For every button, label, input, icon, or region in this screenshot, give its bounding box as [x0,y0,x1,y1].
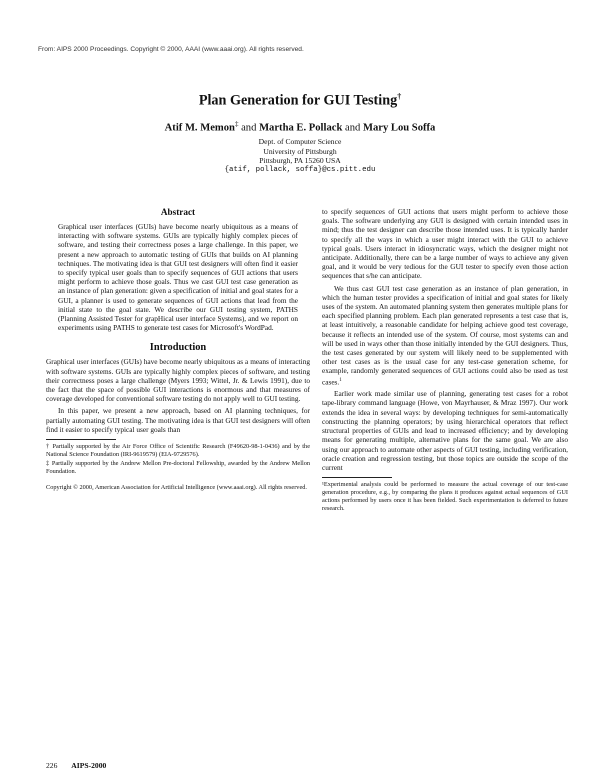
footnote-fellowship: ‡ Partially supported by the Andrew Mellon Pre-doctoral Fellowship, awarded by the Andrew Mellon Foundation. [46,459,310,475]
body-paragraph: Earlier work made similar use of planning, generating test cases for a robot tape-library command language (Howe, von Mayrhauser, & Mraz 1997). Our work extends the idea in several ways: by developing techniques for semi-automatically constructing the planning operators; by using hierarchical operators that reflect structural properties of GUIs and lead to increased efficiency; and by developing means for generating multiple, alternative plans for the same goal. We are also using our approach to automate other aspects of GUI testing, including verification, oracle creation and regression testing, but those topics are outside the scope of the current [322,389,568,472]
conference-name: AIPS-2000 [71,761,107,770]
left-column [46,207,310,492]
affiliation-block [0,137,600,175]
introduction-paragraph: In this paper, we present a new approach, based on AI planning techniques, for partially automating GUI testing. The motivating idea is that GUI test designers will often find it easier to specify typical user goals than [46,406,310,434]
footnote-ref-mark: 1 [339,377,342,383]
affiliation-email: {atif, pollack, soffa}@cs.pitt.edu [224,165,376,174]
abstract-text: Graphical user interfaces (GUIs) have become nearly ubiquitous as a means of interacting with software systems. GUIs are typically highly complex pieces of software, and testing their correctness poses a large challenge. In this paper, we present a new approach to automatic testing of GUIs that builds on AI planning techniques. The motivating idea is that GUI test designers will often find it easier to specify typical user goals than to specify sequences of GUI actions that users might perform to achieve those goals. Thus we cast GUI test case generation as an instance of plan generation: given a specification of initial and goal states for a GUI, a planner is used to generate sequences of GUI actions that lead from the initial state to the goal state. We describe our GUI testing system, PATHS (Planning Assisted Tester for grapHical user interface Systems), and we report on experiments using PATHS to generate test cases for Microsoft's WordPad. [58,222,298,333]
abstract-heading: Abstract [160,207,196,217]
paper-title-text: Plan Generation for GUI Testing [198,92,398,109]
body-paragraph-text: We thus cast GUI test case generation as an instance of plan generation, in which the human tester provides a specification of initial and goal states for likely uses of the system. An automated planning system then generates multiple plans for each specified planning problem. Each plan generated represents a test case that is, at least intuitively, a reasonable candidate for helping achieve good test coverage, because it reflects an intended use of the system. Of course, most systems can and will be used in ways other than those initially intended by the GUI designers. Thus, the test cases generated by our system will likely need to be supplemented with other test cases as is the usual case for any test-case generation scheme, for example, randomly generated sequences of GUI actions could also be used as test cases. [322,283,568,387]
author-separator: and [241,122,257,134]
affiliation-university: University of Pittsburgh [263,146,337,156]
right-column [322,207,568,513]
title-footnote-mark: † [397,92,402,101]
footnote-rule [322,477,392,478]
body-paragraph [322,284,568,387]
abstract-section [46,207,310,332]
author-memon: Atif M. Memon [164,122,235,134]
author-footnote-mark: ‡ [234,120,239,128]
footnote-experimental: ¹Experimental analysis could be performed to measure the actual coverage of our test-case generation procedure, e.g., by comparing the plans it produces against actual sequences of GUI actions performed by users once it has been fielded. Such experimentation is deferred to future research. [322,481,568,512]
author-separator: and [345,122,361,134]
introduction-heading: Introduction [149,342,207,354]
affiliation-dept: Dept. of Computer Science [258,137,342,146]
page-footer [46,761,106,770]
affiliation-city: Pittsburgh, PA 15260 USA [259,156,341,166]
author-pollack: Martha E. Pollack [259,122,343,134]
body-paragraph: to specify sequences of GUI actions that users might perform to achieve those goals. The software underlying any GUI is designed with certain intended uses in mind; thus the test designer can describe those intended uses. It is typically harder to specify all the ways in which a user might interact with the GUI to achieve typical goals. Users interact in idiosyncratic ways, which the designer might not anticipate. Additionally, there can be a large number of ways to achieve any given goal, and it would be very tedious for the GUI tester to specify even those action sequences that s/he can anticipate. [322,207,568,281]
introduction-paragraph: Graphical user interfaces (GUIs) have become nearly ubiquitous as a means of interacting with software systems. GUIs are typically highly complex pieces of software, and testing their correctness poses a large challenge (Myers 1993; Wittel, Jr. & Lewis 1991), due to the fact that the space of possible GUI interactions is enormous and that measures of coverage developed for conventional software testing do not apply well to GUI testing. [46,357,310,404]
copyright-notice: Copyright © 2000, American Association for Artificial Intelligence (www.aaai.org). All rights reserved. [46,483,307,491]
paper-title [0,92,600,110]
author-soffa: Mary Lou Soffa [362,122,436,134]
page-number: 226 [46,761,58,770]
footnote-rule [46,439,116,440]
footnote-funding: † Partially supported by the Air Force Office of Scientific Research (F49620-98-1-0436) and by the National Science Foundation (IRI-9619579) (EIA-9729576). [46,443,310,458]
copyright-header-note: From: AIPS 2000 Proceedings. Copyright © 2000, AAAI (www.aaai.org). All rights reserved. [38,46,304,53]
author-line [0,120,600,134]
